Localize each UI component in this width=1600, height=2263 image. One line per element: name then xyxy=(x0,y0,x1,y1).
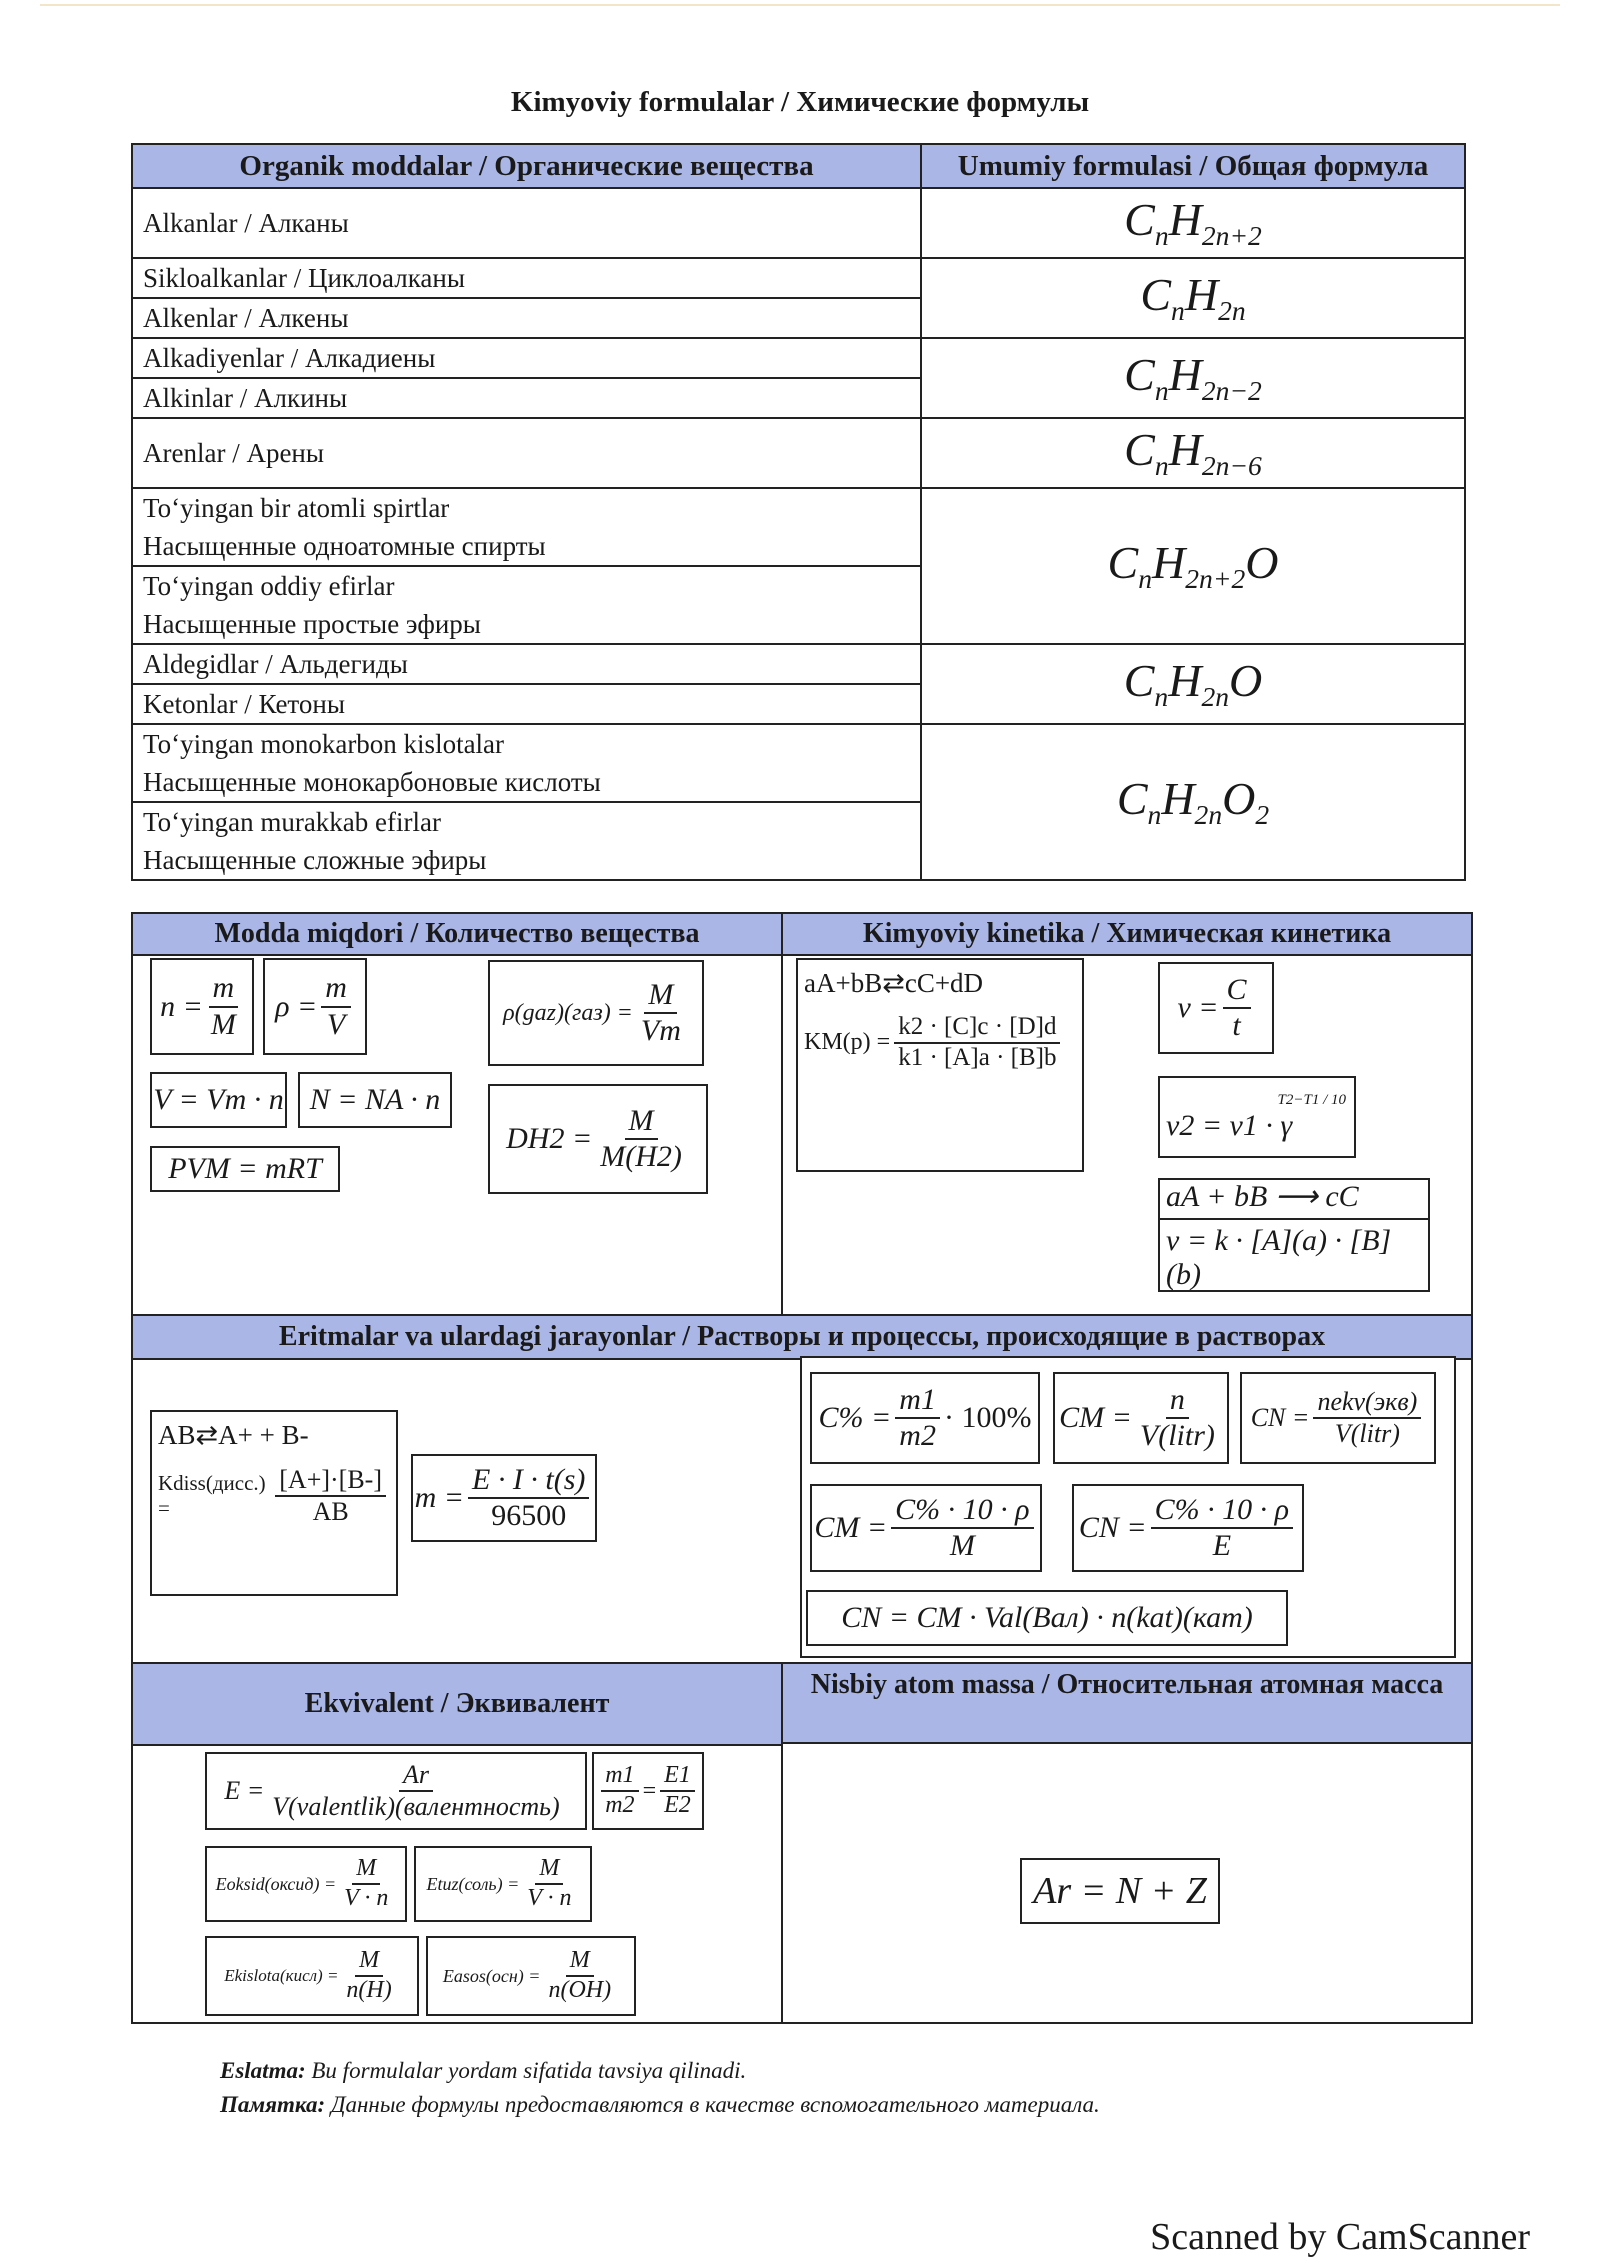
formula-label: n = xyxy=(160,989,203,1023)
formula-rho xyxy=(263,958,367,1055)
numerator: m1 xyxy=(895,1383,940,1420)
formula-acids: $C_nH_{2n}O_2$ xyxy=(921,724,1465,880)
scan-edge xyxy=(40,4,1560,6)
formula-label: Eoksid(оксид) = xyxy=(215,1873,337,1894)
numerator: M xyxy=(355,1947,383,1977)
denominator: Vm xyxy=(640,1014,681,1047)
organic-name-line: To‘yingan monokarbon kislotalar xyxy=(143,729,505,759)
organic-name-line: To‘yingan bir atomli spirtlar xyxy=(143,493,450,523)
formula-molarity-from-percent xyxy=(810,1484,1042,1572)
section-divider xyxy=(781,1664,783,2022)
numerator: m xyxy=(321,971,351,1008)
formula-equilibrium xyxy=(796,958,1084,1172)
formula-normality-molarity xyxy=(806,1590,1288,1646)
formula-vant-hoff xyxy=(1158,1076,1356,1158)
numerator: Ar xyxy=(399,1760,433,1792)
formula-label: C% = xyxy=(818,1401,892,1434)
formula-equivalent-ratio: $\frac{m1}{m2}$ = $\frac{E1}{E2}$ xyxy=(592,1752,704,1830)
numerator: nekv(экв) xyxy=(1313,1387,1421,1419)
note-text: Данные формулы предоставляются в качестве вспомогательного материала. xyxy=(330,2092,1100,2117)
formula-label: ρ(gaz)(газ) = xyxy=(503,999,633,1026)
denominator: V(valentlik)(валентность) xyxy=(272,1792,560,1821)
organic-name xyxy=(132,724,921,880)
formula-e-acid xyxy=(205,1936,419,2016)
formula-label: CN = xyxy=(1250,1403,1310,1432)
formula-label: Kdiss(дисс.) = xyxy=(158,1470,266,1520)
formula-label: CM = xyxy=(814,1511,888,1544)
denominator: E2 xyxy=(664,1792,691,1818)
scanner-watermark: Scanned by CamScanner xyxy=(1150,2216,1530,2258)
heading-equivalent: Ekvivalent / Эквивалент xyxy=(133,1664,781,1746)
organic-name-line: Sikloalkanlar / Циклоалканы xyxy=(133,259,920,299)
formula-rate xyxy=(1158,962,1274,1054)
organic-name-line: Alkadiyenlar / Алкадиены xyxy=(133,339,920,379)
formula-faraday xyxy=(411,1454,597,1542)
organic-name xyxy=(132,258,921,338)
denominator: M(H2) xyxy=(600,1140,682,1173)
note-uz xyxy=(220,2058,746,2084)
numerator: M xyxy=(625,1104,658,1141)
numerator: E · I · t(s) xyxy=(468,1463,589,1500)
formula-rho-gas xyxy=(488,960,704,1066)
organic-name-line: Aldegidlar / Альдегиды xyxy=(133,645,920,685)
formula-label: Easos(осн) = xyxy=(442,1965,541,1986)
formula-rate-law xyxy=(1158,1178,1430,1292)
denominator: n(H) xyxy=(346,1977,392,2003)
formula-N xyxy=(298,1072,452,1128)
formula-D xyxy=(488,1084,708,1194)
organic-name-line: Ketonlar / Кетоны xyxy=(143,689,345,719)
organic-name: Alkanlar / Алканы xyxy=(132,188,921,258)
organic-table xyxy=(131,143,1466,881)
denominator: n(OH) xyxy=(548,1977,612,2003)
formula-e-base xyxy=(426,1936,636,2016)
organic-header-name: Organik moddalar / Органические вещества xyxy=(132,144,921,188)
formula-text: V = Vm · n xyxy=(153,1083,284,1116)
formula-equivalent xyxy=(205,1752,587,1830)
organic-name xyxy=(132,338,921,418)
formula-text: N = NA · n xyxy=(309,1083,441,1116)
page-title: Kimyoviy formulalar / Химические формулы xyxy=(510,86,1090,118)
formula-arenes: $C_nH_{2n-6}$ xyxy=(921,418,1465,488)
organic-name-line: Alkinlar / Алкины xyxy=(143,383,348,413)
denominator: t xyxy=(1232,1009,1241,1042)
organic-name-line: Насыщенные одноатомные спирты xyxy=(133,527,920,567)
reaction-text: aA + bB ⟶ cC xyxy=(1160,1175,1428,1220)
formula-text: CN = CM · Val(Вал) · n(kat)(кат) xyxy=(841,1601,1253,1634)
formula-PVM xyxy=(150,1146,340,1192)
denominator: AB xyxy=(312,1496,349,1526)
heading-relative-mass: Nisbiy atom massa / Относительная атомная масса xyxy=(783,1664,1471,1744)
formula-label: E = xyxy=(224,1776,265,1805)
formula-label: ρ = xyxy=(275,989,318,1023)
organic-name-line: Насыщенные сложные эфиры xyxy=(143,845,487,875)
formula-e-oxide xyxy=(205,1846,407,1922)
formula-tail: · 100% xyxy=(943,1401,1032,1434)
numerator: C% · 10 · ρ xyxy=(1151,1493,1293,1530)
formula-label: v = xyxy=(1177,991,1219,1024)
formula-normality xyxy=(1240,1372,1436,1464)
numerator: M xyxy=(644,978,677,1015)
formula-n xyxy=(150,958,254,1055)
organic-name-line: To‘yingan oddiy efirlar xyxy=(143,571,395,601)
organic-name: Arenlar / Арены xyxy=(132,418,921,488)
formula-text: Ar = N + Z xyxy=(1033,1870,1207,1912)
denominator: V(litr) xyxy=(1334,1419,1400,1448)
denominator: V xyxy=(326,1007,346,1041)
numerator: E1 xyxy=(660,1762,695,1792)
formula-label: m = xyxy=(414,1481,465,1514)
formula-label: DH2 = xyxy=(506,1122,593,1155)
denominator: V(litr) xyxy=(1139,1419,1215,1452)
organic-name-line: To‘yingan murakkab efirlar xyxy=(143,807,441,837)
organic-name-line: Alkenlar / Алкены xyxy=(143,303,349,333)
numerator: C% · 10 · ρ xyxy=(891,1493,1033,1530)
denominator: k1 · [A]a · [B]b xyxy=(898,1043,1057,1071)
formula-relative-mass xyxy=(1020,1858,1220,1924)
numerator: m1 xyxy=(601,1762,638,1792)
section-divider xyxy=(781,914,783,1318)
formula-molarity xyxy=(1053,1372,1229,1464)
organic-name-line: Насыщенные монокарбоновые кислоты xyxy=(133,763,920,803)
section-rule xyxy=(133,954,1471,956)
formula-label: Etuz(соль) = xyxy=(426,1873,520,1894)
formula-label: KM(p) = xyxy=(804,1029,891,1056)
formula-dissociation xyxy=(150,1410,398,1596)
formula-alkynes: $C_nH_{2n-2}$ xyxy=(921,338,1465,418)
note-ru xyxy=(220,2092,1100,2118)
numerator: k2 · [C]c · [D]d xyxy=(894,1013,1060,1044)
heading-amount: Modda miqdori / Количество вещества xyxy=(133,914,781,956)
reaction-text: aA+bB⇄cC+dD xyxy=(804,968,984,998)
numerator: C xyxy=(1223,973,1251,1010)
organic-name xyxy=(132,644,921,724)
formula-V xyxy=(150,1072,287,1128)
formula-alkanes: $C_nH_{2n+2}$ xyxy=(921,188,1465,258)
formula-e-salt xyxy=(414,1846,592,1922)
organic-header-formula: Umumiy formulasi / Общая формула xyxy=(921,144,1465,188)
formula-normality-from-percent xyxy=(1072,1484,1304,1572)
heading-solutions: Eritmalar va ulardagi jarayonlar / Растворы и процессы, происходящие в растворах xyxy=(133,1316,1471,1360)
reaction-text: AB⇄A+ + B- xyxy=(158,1420,309,1450)
heading-kinetics: Kimyoviy kinetika / Химическая кинетика xyxy=(783,914,1471,956)
denominator: V · n xyxy=(527,1885,572,1911)
denominator: E xyxy=(1212,1529,1232,1562)
formula-label: CN = xyxy=(1078,1511,1147,1544)
formula-aldehydes: $C_nH_{2n}O$ xyxy=(921,644,1465,724)
denominator: 96500 xyxy=(491,1499,567,1532)
denominator: m2 xyxy=(899,1419,936,1452)
numerator: n xyxy=(1166,1383,1189,1420)
note-label: Eslatma: xyxy=(220,2058,306,2083)
organic-name-line: Насыщенные простые эфиры xyxy=(143,609,481,639)
organic-name xyxy=(132,488,921,644)
exponent: T2−T1 / 10 xyxy=(1277,1091,1346,1108)
formula-label: Ekislota(кисл) = xyxy=(224,1966,339,1985)
denominator: m2 xyxy=(605,1792,635,1818)
note-label: Памятка: xyxy=(220,2092,326,2117)
note-text: Bu formulalar yordam sifatida tavsiya qilinadi. xyxy=(311,2058,747,2083)
numerator: m xyxy=(209,971,239,1008)
formula-text: v2 = v1 · γ xyxy=(1166,1108,1293,1142)
numerator: M xyxy=(352,1855,380,1885)
denominator: M xyxy=(949,1529,975,1562)
formula-alcohols: $C_nH_{2n+2}O$ xyxy=(921,488,1465,644)
formula-alkenes: $C_nH_{2n}$ xyxy=(921,258,1465,338)
numerator: [A+]·[B-] xyxy=(275,1465,386,1497)
denominator: V · n xyxy=(344,1885,389,1911)
formula-text: PVM = mRT xyxy=(168,1152,322,1185)
formula-text: v = k · [A](a) · [B](b) xyxy=(1166,1223,1392,1291)
numerator: M xyxy=(535,1855,563,1885)
formula-mass-fraction xyxy=(810,1372,1040,1464)
denominator: M xyxy=(210,1007,236,1041)
numerator: M xyxy=(566,1947,594,1977)
formula-label: CM = xyxy=(1059,1401,1132,1434)
